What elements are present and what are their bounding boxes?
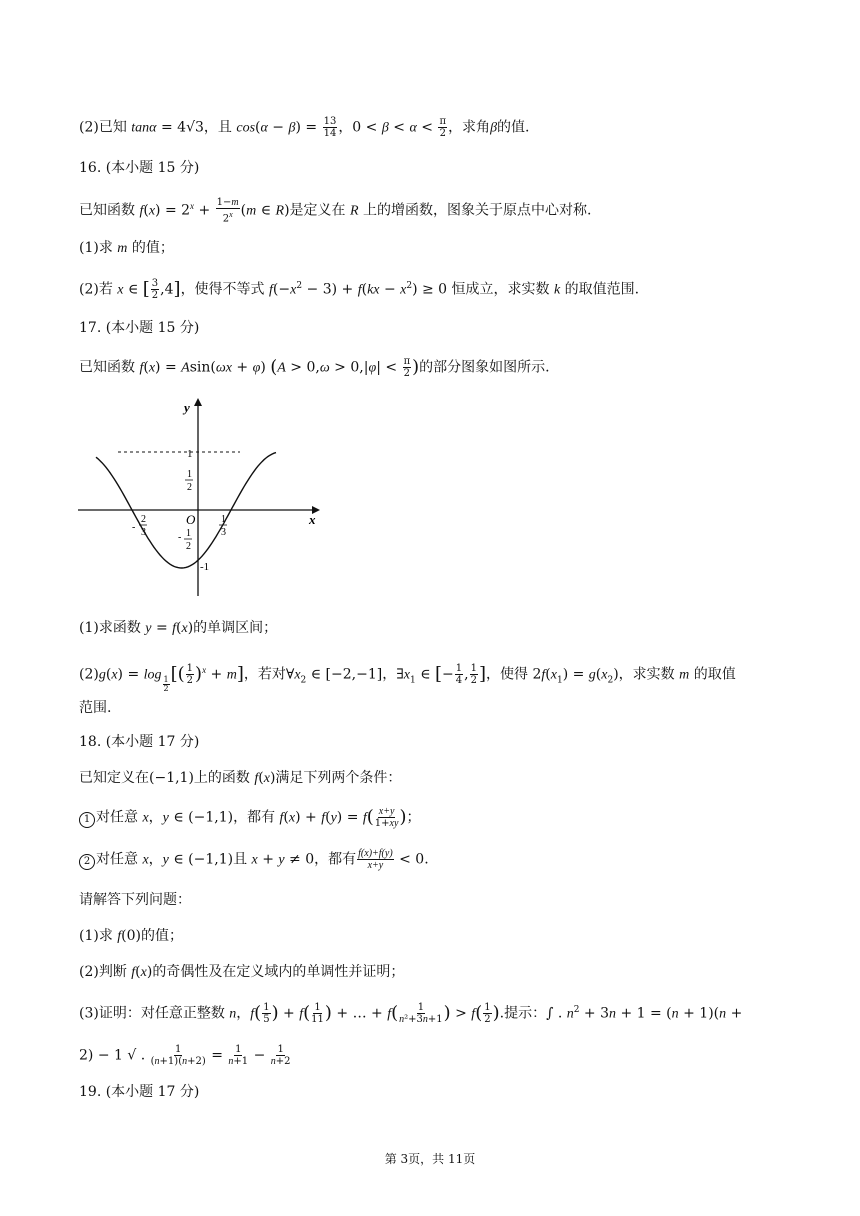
x-tick-neg-den: 3 (141, 527, 146, 538)
y-tick-neg-half-sign: - (178, 532, 182, 543)
y-axis-label: y (184, 400, 190, 415)
origin-label: O (186, 512, 196, 527)
y-axis-arrow (194, 398, 202, 406)
y-tick-neg-one: -1 (200, 561, 210, 573)
problem-17-stem: 已知函数 f(x) = Asin(ωx + φ) (A > 0,ω > 0,|φ| < $\frac{\pi}{2}$ )的部分图象如图所示. (79, 356, 550, 379)
page-footer: 第 3页，共 11页 (384, 1152, 476, 1166)
y-tick-half-num: 1 (187, 469, 192, 480)
problem-18-stem: 已知定义在(−1,1)上的函数 f(x)满足下列两个条件： (79, 770, 402, 786)
x-tick-pos-num: 1 (221, 514, 226, 525)
x-tick-neg-sign: - (132, 522, 136, 533)
x-axis-label: x (309, 512, 316, 527)
y-tick-one: 1 (187, 448, 193, 460)
problem-18-condition-1: 1 对任意 x，y ∈ (−1,1)，都有 f(x) + f(y) = f( $\frac{x+y}{1+xy}$ )； (79, 806, 420, 829)
y-tick-neg-half-den: 2 (186, 541, 191, 552)
problem-18-condition-2: 2 对任意 x，y ∈ (−1,1)且 x + y ≠ 0，都有 $\frac{f(x)+f(y)}{x+y}$ < 0. (79, 848, 429, 871)
problem-17-part-2-cont: 范围. (79, 700, 112, 716)
problem-17-part-1: (1)求函数 y = f(x)的单调区间； (79, 620, 278, 636)
problem-18-part-3: (3)证明：对任意正整数 n，f( $\frac{1}{5}$ ) + f( $\frac{1}{11}$ ) + … + f( $\frac{1}{\text{n²+3n+1}}$ ) > f( $\frac{1}{2}$ ).提示：∫ . $n^2 + 3n + 1 = (n + 1)(n$ + (79, 1002, 743, 1026)
problem-19-heading: 19. (本小题 17 分) (79, 1084, 200, 1100)
x-tick-neg-num: 2 (141, 514, 146, 525)
problem-18-part-3-cont: 2) − 1 √ . $\frac{1}{(n+1)(n+2)}$ = $\frac{1}{n+1}$ − $\frac{1}{n+2}$ (79, 1044, 291, 1067)
problem-17-part-2: (2)g(x) = log $\frac{1}{2}$ [( $\frac{1}{2}$ )$^x$ + m]，若对$\forall x_2$ ∈ [−2,−1]，$\exists x_1$ ∈ [− $\frac{1}{4}$ , $\frac{1}{2}$ ]，使得 $2f(x_1) = g(x_2)$，求实数 m 的取值 (79, 663, 736, 694)
problem-16-part-2: (2)若 x ∈ [ $\frac{3}{2}$ ,4]，使得不等式 $f(-x^2 - 3) + f(kx - x^2) \ge 0$ 恒成立，求实数 k 的取值范围. (79, 278, 640, 302)
problem-15-part-2: (2)已知 tanα = 4√3，且 cos(α − β) = $\frac{13}{14}$ ，0 < β < α < $\frac{\pi}{2}$ ，求角β的值. (79, 116, 530, 139)
x-tick-pos-den: 3 (221, 527, 226, 538)
problem-16-heading: 16. (本小题 15 分) (79, 160, 200, 176)
problem-18-heading: 18. (本小题 17 分) (79, 734, 200, 750)
problem-18-part-1: (1)求 f(0)的值； (79, 928, 184, 944)
y-tick-neg-half-num: 1 (186, 528, 191, 539)
problem-18-part-2: (2)判断 f(x)的奇偶性及在定义域内的单调性并证明； (79, 964, 405, 980)
y-tick-half-den: 2 (187, 482, 192, 493)
problem-16-stem: 已知函数 $f(x) = 2^x$ + $\frac{1-m}{2^x}$ (m ∈ R)是定义在 R 上的增函数，图象关于原点中心对称. (79, 197, 592, 225)
problem-18-ask: 请解答下列问题： (79, 892, 191, 908)
problem-16-part-1: (1)求 m 的值； (79, 240, 174, 256)
problem-17-heading: 17. (本小题 15 分) (79, 320, 200, 336)
sine-graph (78, 396, 328, 601)
